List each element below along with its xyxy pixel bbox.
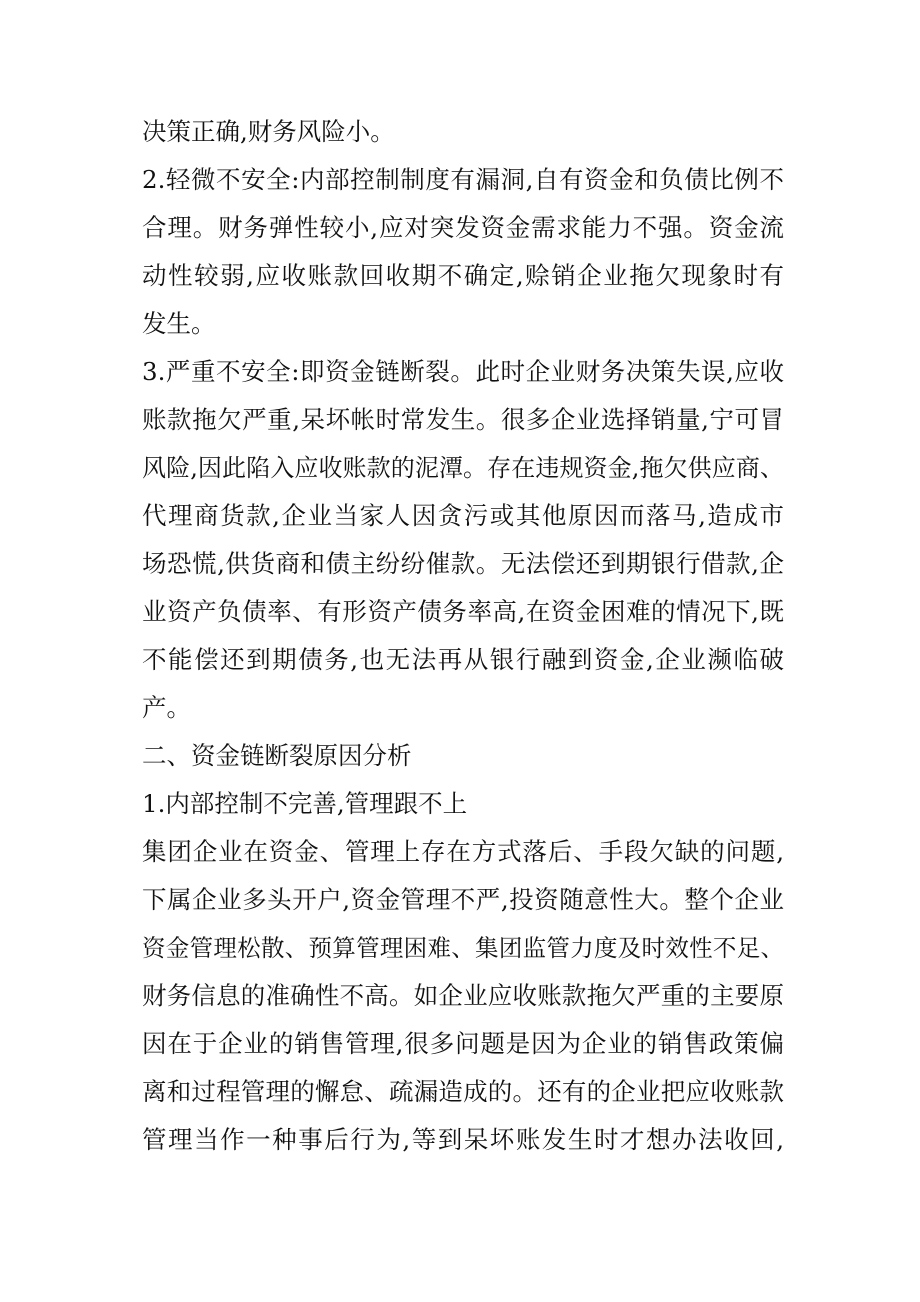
text-line: 场恐慌,供货商和债主纷纷催款。无法偿还到期银行借款,企 [142,549,784,578]
text-line: 代理商货款,企业当家人因贪污或其他原因而落马,造成市 [142,501,784,530]
text-line: 决策正确,财务风险小。 [142,117,395,146]
text-line: 动性较弱,应收账款回收期不确定,赊销企业拖欠现象时有 [142,261,784,290]
text-line: 1.内部控制不完善,管理跟不上 [142,789,468,818]
text-line: 二、资金链断裂原因分析 [142,741,412,770]
text-line: 不能偿还到期债务,也无法再从银行融到资金,企业濒临破 [142,645,784,674]
text-line: 业资产负债率、有形资产债务率高,在资金困难的情况下,既 [142,597,784,626]
text-line: 产。 [142,693,191,722]
text-line: 因在于企业的销售管理,很多问题是因为企业的销售政策偏 [142,1029,784,1058]
text-line: 管理当作一种事后行为,等到呆坏账发生时才想办法收回, [142,1125,784,1154]
text-line: 2.轻微不安全:内部控制制度有漏洞,自有资金和负债比例不 [142,165,784,194]
text-line: 发生。 [142,309,216,338]
text-line: 3.严重不安全:即资金链断裂。此时企业财务决策失误,应收 [142,357,784,386]
text-line: 合理。财务弹性较小,应对突发资金需求能力不强。资金流 [142,213,784,242]
document-page [142,108,784,1164]
text-line: 资金管理松散、预算管理困难、集团监管力度及时效性不足、 [142,934,784,962]
text-line: 账款拖欠严重,呆坏帐时常发生。很多企业选择销量,宁可冒 [142,405,784,434]
text-line: 下属企业多头开户,资金管理不严,投资随意性大。整个企业 [142,885,784,914]
text-line: 离和过程管理的懈怠、疏漏造成的。还有的企业把应收账款 [142,1077,784,1106]
text-line: 风险,因此陷入应收账款的泥潭。存在违规资金,拖欠供应商、 [142,454,784,482]
text-line: 集团企业在资金、管理上存在方式落后、手段欠缺的问题, [142,837,784,866]
text-line: 财务信息的准确性不高。如企业应收账款拖欠严重的主要原 [142,981,784,1010]
